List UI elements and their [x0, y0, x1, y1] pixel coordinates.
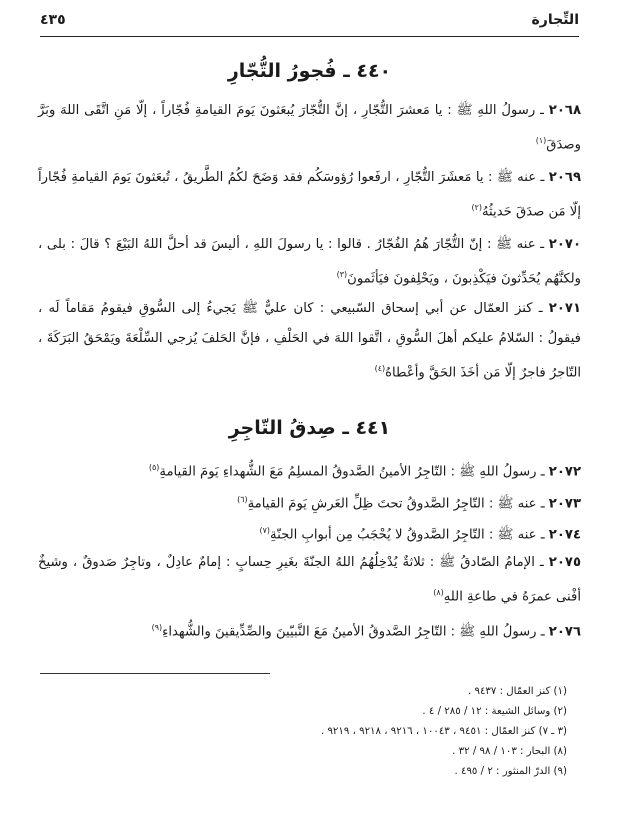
hadith-2070: [38, 230, 581, 294]
footnote-3-7: (٣ ـ ٧) كنز العمّال : ٩٤٥١ ، ١٠٠٤٣ ، ٩٢١٦ ، ٩٢١٨ ، ٩٢١٩ .: [320, 726, 567, 737]
hadith-text: ـ عنه ﷺ : التّاجِرُ الصَّدوقُ لا يُحْجَبُ مِن أبوابِ الجنّةِ: [270, 527, 549, 543]
hadith-text: ـ رسولُ اللهِ ﷺ : التّاجِرُ الصَّدوقُ الأمينُ مَعَ النَّبيّينَ والصِّدِّيقينَ والشُّهداءِ: [162, 624, 549, 640]
hadith-text: ـ عنه ﷺ : إنّ التُّجّارَ هُمُ الفُجّارُ . قالوا : يا رسولَ اللهِ ، أليسَ قد أحلَّ اللهُ البَيْعَ ؟ قالَ : بلى ، ولكنَّهُم يُحَدِّثونَ فيَكْذِبونَ ، ويَحْلِفونَ فيَأثَمونَ: [38, 237, 581, 287]
footnote-8: (٨) البحار : ١٠٣ / ٩٨ / ٣٢ .: [452, 746, 567, 757]
hadith-number: ٢٠٦٩: [548, 170, 581, 185]
footnote-divider: [40, 673, 270, 674]
hadith-text: ـ عنه ﷺ : التّاجِرُ الصَّدوقُ تحتَ ظِلِّ العَرشِ يَومَ القيامةِ: [247, 496, 549, 512]
hadith-text: ـ رسولُ اللهِ ﷺ : يا مَعشرَ التُّجّارِ ، إنَّ التُّجّارَ يُبعَثونَ يَومَ القيامةِ فُجّاراً ، إلّا مَنِ اتَّقَى اللهَ وبَرَّ وصدَقَ: [38, 103, 581, 153]
hadith-text: ـ رسولُ اللهِ ﷺ : التّاجِرُ الأمينُ الصَّدوقُ المسلِمُ مَعَ الشُّهداءِ يَومَ القيامةِ: [159, 464, 549, 480]
section-heading-440: ٤٤٠ ـ فُجورُ التُّجّارِ: [227, 60, 392, 82]
hadith-text: ـ الإمامُ الصّادقُ ﷺ : ثلاثةٌ يُدْخِلُهُمُ اللهُ الجنّةَ بغَيرِ حِسابٍ : إمامٌ عادِلٌ ، وتاجِرٌ صَدوقٌ ، وشيخٌ أفْنى عمرَهُ في طاعةِ اللهِ: [38, 555, 581, 605]
footnote-2: (٢) وسائل الشيعة : ١٢ / ٢٨٥ / ٤ .: [422, 706, 567, 717]
hadith-number: ٢٠٧١: [548, 301, 581, 316]
running-header: [40, 12, 579, 37]
hadith-2074: [38, 516, 581, 550]
footnote-ref: (٥): [148, 463, 160, 472]
page-number: ٤٣٥: [40, 12, 66, 28]
footnote-ref: (١): [535, 136, 547, 145]
footnote-9: (٩) الدرّ المنثور : ٢ / ٤٩٥ .: [454, 766, 567, 777]
chapter-title: التِّجارة: [531, 12, 579, 28]
section-heading-441: ٤٤١ ـ صِدقُ التّاجِرِ: [228, 417, 391, 439]
hadith-2075: [38, 548, 581, 612]
footnote-ref: (٢): [471, 203, 482, 212]
hadith-number: ٢٠٧٤: [548, 527, 581, 543]
footnote-ref: (٦): [237, 495, 248, 504]
hadith-2069: [38, 163, 581, 227]
hadith-number: ٢٠٧٢: [548, 464, 581, 480]
hadith-2076: [38, 613, 581, 647]
hadith-number: ٢٠٧٥: [548, 555, 581, 570]
hadith-2071: [38, 294, 581, 388]
footnote-ref: (٩): [151, 623, 163, 632]
hadith-number: ٢٠٧٣: [548, 496, 581, 512]
footnote-ref: (٤): [374, 364, 386, 373]
footnote-1: (١) كنز العمّال : ٩٤٣٧ .: [468, 686, 567, 697]
footnote-ref: (٧): [259, 526, 271, 535]
hadith-number: ٢٠٧٦: [548, 624, 581, 640]
hadith-number: ٢٠٧٠: [548, 237, 581, 252]
hadith-text: ـ كنز العمّال عن أبي إسحاق السّبيعي : كان عليٌّ ﷺ يَجيءُ إلى السُّوقِ فيقومُ مَقاماً لَه ، فيقولُ : السّلامُ عليكم أهلَ السُّوقِ ، اتَّقوا اللهَ في الحَلْفِ ، فإنَّ الحَلفَ يُزجي السِّلْعَةَ ويَمْحَقُ البَرَكَةَ ، التّاجرُ فاجرٌ إلّا مَن أخَذَ الحَقَّ وأعْطاهُ: [38, 301, 581, 381]
hadith-text: ـ عنه ﷺ : يا مَعشَرَ التُّجّارِ ، ارفَعوا رُؤوسَكُم فقد وَضَحَ لكُمُ الطَّريقُ ، تُبعَثونَ يَومَ القيامةِ فُجّاراً إلّا مَن صدَقَ حَديثُهُ: [38, 170, 581, 220]
hadith-2073: [38, 485, 581, 519]
hadith-2072: [38, 453, 581, 487]
footnote-ref: (٨): [433, 588, 444, 597]
hadith-2068: [38, 96, 581, 160]
footnote-ref: (٣): [336, 270, 348, 279]
hadith-number: ٢٠٦٨: [548, 103, 581, 118]
